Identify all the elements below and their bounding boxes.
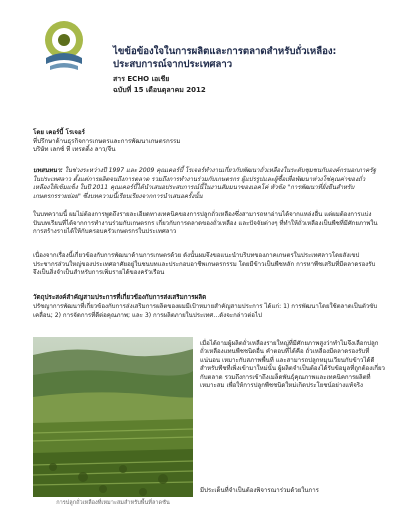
abstract-text: ในช่วงระหว่างปี 1997 และ 2009 คุณเคอร์บี้ โรเจอร์ทำงานเกี่ยวกับพัฒนาถั่วเหลืองในระดับชุมชนกับองค์กรนอกภาครัฐในประเทศลาว ตั้งแต่การผลิตจนถึงการตลาด รวมถึงการทำงานร่วมกับเกษตรกร ผู้แปรรูปและผู้ซื้อเพื่อพัฒนาห่วงโซ่คุณค่าของถั่วเหลืองให้เข้มแข็ง ในปี 2011 คุณเคอร์บี้ได้นำเสนอประสบการณ์นี้ในงานสัมมนาของเอคโค่ หัวข้อ "การพัฒนาที่ยั่งยืนสำหรับเกษตรกรรายย่อย" ซึ่งบทความนี้เรียบเรียงจากการนำเสนอครั้งนั้น <box>33 167 377 200</box>
document-title: ไขข้อข้องใจในการผลิตและการตลาดสำหรับถั่วเหลือง: ประสบการณ์จากประเทศลาว <box>113 46 337 70</box>
sidebar-paragraph: เมื่อได้ถามผู้ผลิตถั่วเหลืองรายใหญ่ที่มีศักยภาพสูงว่าทำไมจึงเลือกปลูกถั่วเหลืองแทนพืชชนิดอื่น คำตอบที่ได้คือ ถั่วเหลืองมีตลาดรองรับที่แน่นอน เหมาะกับสภาพพื้นที่ และสามารถปลูกหมุนเวียนกับข้าวได้ดี สำหรับพืชที่เพิ่งเข้ามาใหม่นั้น ผู้ผลิตจำเป็นต้องได้รับข้อมูลที่ถูกต้องเกี่ยวกับตลาด รวมถึงการเข้าถึงเมล็ดพันธุ์คุณภาพและเทคนิคการผลิตที่เหมาะสม เพื่อให้การปลูกพืชชนิดใหม่เกิดประโยชน์อย่างแท้จริง <box>200 340 385 390</box>
issue-date: ฉบับที่ 15 เดือนตุลาคม 2012 <box>113 85 206 94</box>
author-role: ที่ปรึกษาด้านธุรกิจการเกษตรและการพัฒนาเกษตรกรรม <box>33 137 181 145</box>
publication-series: สาร ECHO เอเชีย <box>113 75 170 83</box>
closing-line: มีประเด็นที่จำเป็นต้องพิจารณาร่วมด้วยในการ <box>200 487 319 494</box>
body-paragraph-1: ในบทความนี้ ผมไม่ต้องการพูดถึงรายละเอียดทางเทคนิคของการปลูกถั่วเหลืองซึ่งสามารถหาอ่านได้จากแหล่งอื่น แต่ผมต้องการแบ่งปันบทเรียนที่ได้จากการทำงานร่วมกับเกษตรกร เกี่ยวกับการตลาดของถั่วเหลือง และปัจจัยต่างๆ ที่ทำให้ถั่วเหลืองเป็นพืชที่มีศักยภาพในการสร้างรายได้ให้กับครอบครัวเกษตรกรในประเทศลาว <box>33 211 378 235</box>
figure-caption: การปลูกถั่วเหลืองที่เหมาะสมสำหรับพื้นที่ลาดชัน <box>56 500 170 506</box>
body-paragraph-2: เนื่องจากเรื่องนี้เกี่ยวข้องกับการพัฒนาด้านการเกษตรด้วย ดังนั้นผมจึงขอแนะนำบริบทของภาคเกษตรในประเทศลาวโดยสังเขป ประชากรส่วนใหญ่ของประเทศอาศัยอยู่ในชนบทและประกอบอาชีพเกษตรกรรม โดยมีข้าวเป็นพืชหลัก การหาพืชเสริมที่มีตลาดรองรับจึงเป็นสิ่งจำเป็นสำหรับการเพิ่มรายได้ของครัวเรือน <box>33 252 376 276</box>
section-heading: วัตถุประสงค์สำคัญสามประการที่เกี่ยวข้องกับการส่งเสริมการผลิต <box>33 294 207 301</box>
author-block <box>33 129 378 155</box>
abstract <box>33 167 378 201</box>
section-paragraph: ปรัชญาการพัฒนาที่เกี่ยวข้องกับการส่งเสริมการผลิตของผมมีเป้าหมายสำคัญสามประการ ได้แก่: 1) การพัฒนาโดยใช้ตลาดเป็นตัวขับเคลื่อน; 2) การจัดการที่ดีต่อคุณภาพ; และ 3) การผลิตภายในประเทศ…ดังจะกล่าวต่อไป <box>33 303 378 319</box>
masthead <box>113 46 393 95</box>
echo-logo <box>38 18 94 80</box>
abstract-label: บทสนทนา: <box>33 167 63 174</box>
soybean-field-photo <box>33 337 193 497</box>
author-name: โดย เคอร์บี้ โรเจอร์ <box>33 129 85 136</box>
author-organization: บริษัท เลกซ์ ที เทรดดิ้ง ลาว/จีน <box>33 146 116 154</box>
